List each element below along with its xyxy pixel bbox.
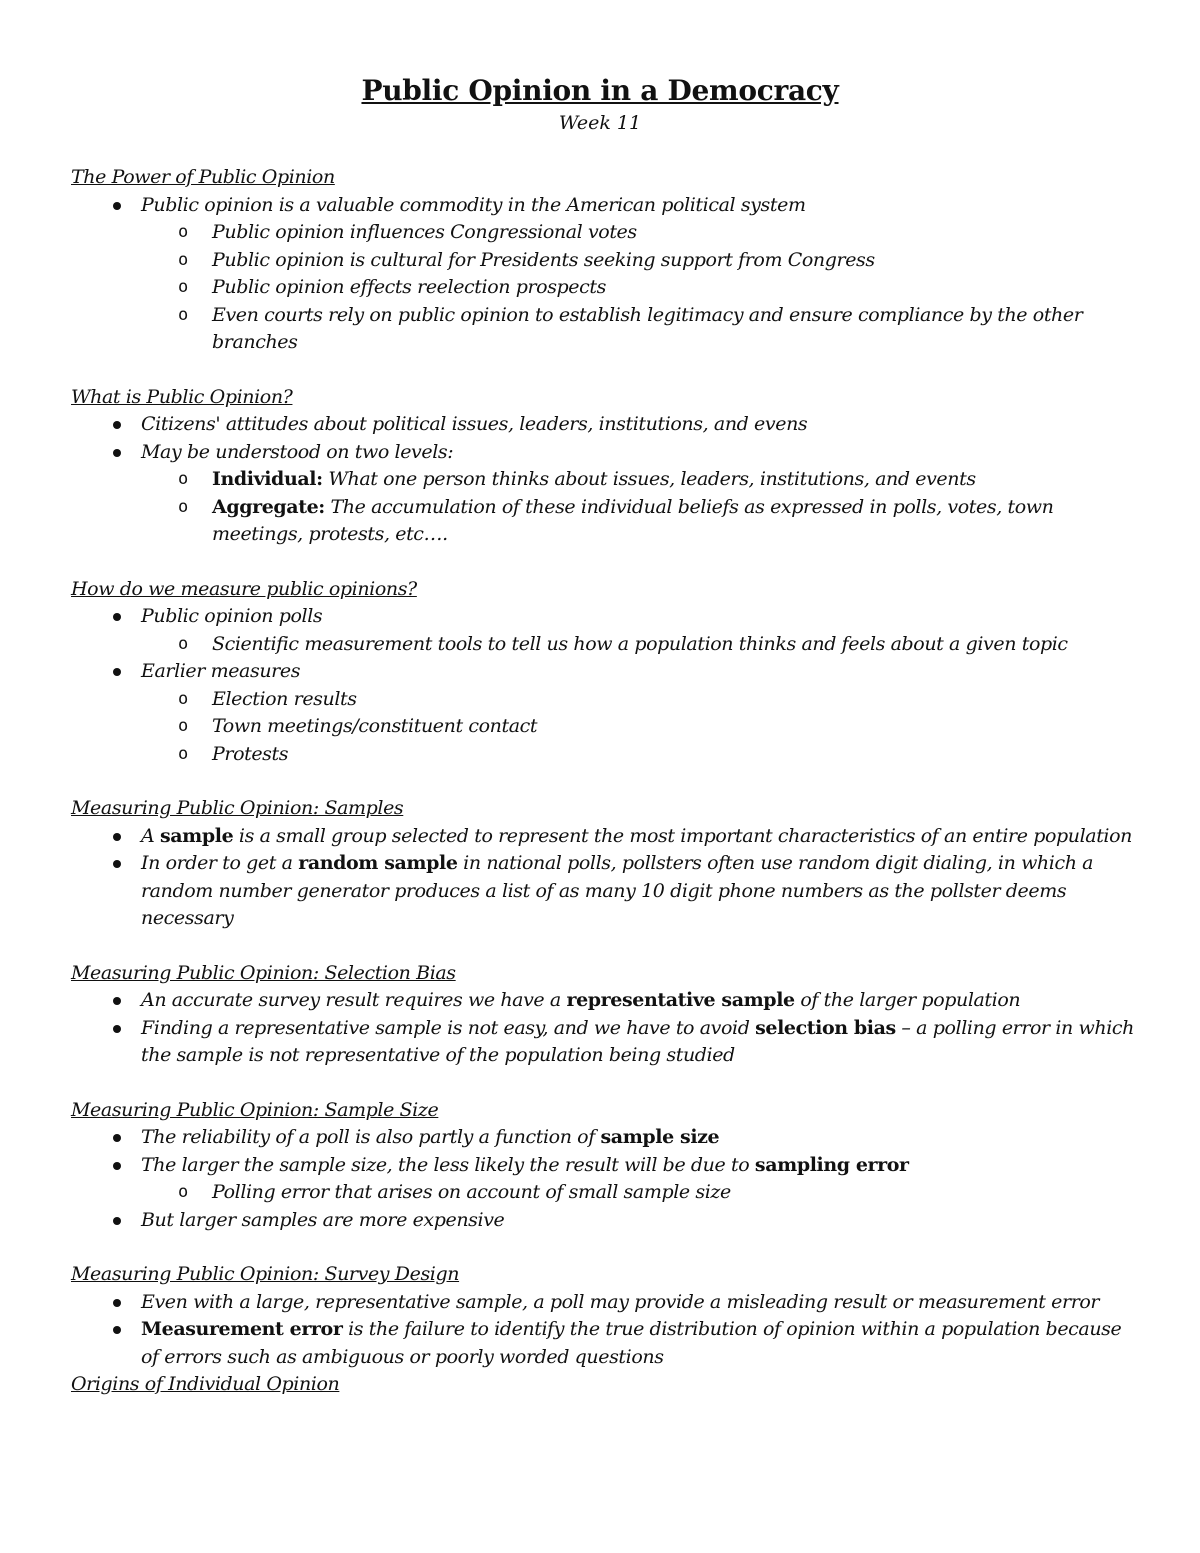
term: random sample [298,852,458,874]
bullet-item: But larger samples are more expensive [71,1207,1141,1235]
document-body [71,164,1141,1399]
section-what [71,384,1141,549]
section-heading: How do we measure public opinions? [71,577,417,600]
bullet-item: Public opinion polls o Scientific measurement tools to tell us how a population thinks and feels about a given topic [71,603,1141,658]
bullet-item: In order to get a random sample in national polls, pollsters often use random digit dialing, in which a random number generator produces a list of as many 10 digit phone numbers as the pollster deems necessary [71,850,1141,933]
sub-bullet-item: o Protests [71,741,1141,769]
sub-bullet-item: o Public opinion effects reelection prospects [71,274,1141,302]
term: representative sample [566,989,795,1011]
term: Aggregate: [212,495,325,518]
bullet-item: May be understood on two levels: o Individual: What one person thinks about issues, leaders, institutions, and events o Aggregate: The accumulation of these individual beliefs as expressed in polls, votes, town meetings, protests, etc…. [71,439,1141,549]
sub-bullet-item: o Election results [71,686,1141,714]
bullet-item: Measurement error is the failure to identify the true distribution of opinion within a population because of errors such as ambiguous or poorly worded questions [71,1316,1141,1371]
term: Individual: [212,468,323,490]
bullet-item: A sample is a small group selected to represent the most important characteristics of an entire population [71,823,1141,851]
page-subtitle: Week 11 [558,112,642,134]
term: sample [159,824,234,847]
section-how [71,576,1141,769]
term: sample size [600,1126,720,1148]
section-samples [71,795,1141,933]
section-heading: Measuring Public Opinion: Selection Bias [71,961,456,984]
term: sampling error [754,1153,909,1176]
section-origins [71,1371,1141,1399]
bullet-item: Earlier measures o Election results o Town meetings/constituent contact o Protests [71,658,1141,768]
sub-bullet-item: o Polling error that arises on account of small sample size [71,1179,1141,1207]
section-power [71,164,1141,357]
section-heading: Measuring Public Opinion: Samples [71,797,404,819]
bullet-item: Even with a large, representative sample, a poll may provide a misleading result or measurement error [71,1289,1141,1317]
term: selection bias [755,1016,896,1039]
bullet-item: Public opinion is a valuable commodity in the American political system o Public opinion influences Congressional votes o Public opinion is cultural for Presidents seeking support from Congress o Public opinion effects reelection prospects o Even courts rely on public opinion to establish legitimacy and ensure compliance by the other branches [71,192,1141,357]
sub-bullet-item: o Public opinion influences Congressional votes [71,219,1141,247]
bullet-item: The larger the sample size, the less likely the result will be due to sampling error o Polling error that arises on account of small sample size [71,1152,1141,1207]
bullet-item: Finding a representative sample is not easy, and we have to avoid selection bias – a polling error in which the sample is not representative of the population being studied [71,1015,1141,1070]
bullet-item: The reliability of a poll is also partly a function of sample size [71,1124,1141,1152]
bullet-item: An accurate survey result requires we have a representative sample of the larger population [71,987,1141,1015]
sub-bullet-item: o Town meetings/constituent contact [71,713,1141,741]
page-title: Public Opinion in a Democracy [361,74,839,107]
sub-bullet-item: o Public opinion is cultural for Presidents seeking support from Congress [71,247,1141,275]
section-heading: The Power of Public Opinion [71,166,335,188]
sub-bullet-item: o Scientific measurement tools to tell us how a population thinks and feels about a given topic [71,631,1141,659]
sub-bullet-item: o Individual: What one person thinks about issues, leaders, institutions, and events [71,466,1141,494]
section-heading: Measuring Public Opinion: Survey Design [71,1263,460,1285]
term: Measurement error [141,1318,343,1340]
section-heading: Measuring Public Opinion: Sample Size [71,1098,439,1121]
section-sample-size [71,1097,1141,1235]
section-heading: What is Public Opinion? [71,385,293,408]
bullet-item: Citizens' attitudes about political issues, leaders, institutions, and evens [71,411,1141,439]
sub-bullet-item: o Aggregate: The accumulation of these individual beliefs as expressed in polls, votes, town meetings, protests, etc…. [71,494,1141,549]
section-survey-design [71,1261,1141,1371]
sub-bullet-item: o Even courts rely on public opinion to establish legitimacy and ensure compliance by the other branches [71,302,1141,357]
section-selection-bias [71,960,1141,1070]
section-heading: Origins of Individual Opinion [71,1373,340,1395]
